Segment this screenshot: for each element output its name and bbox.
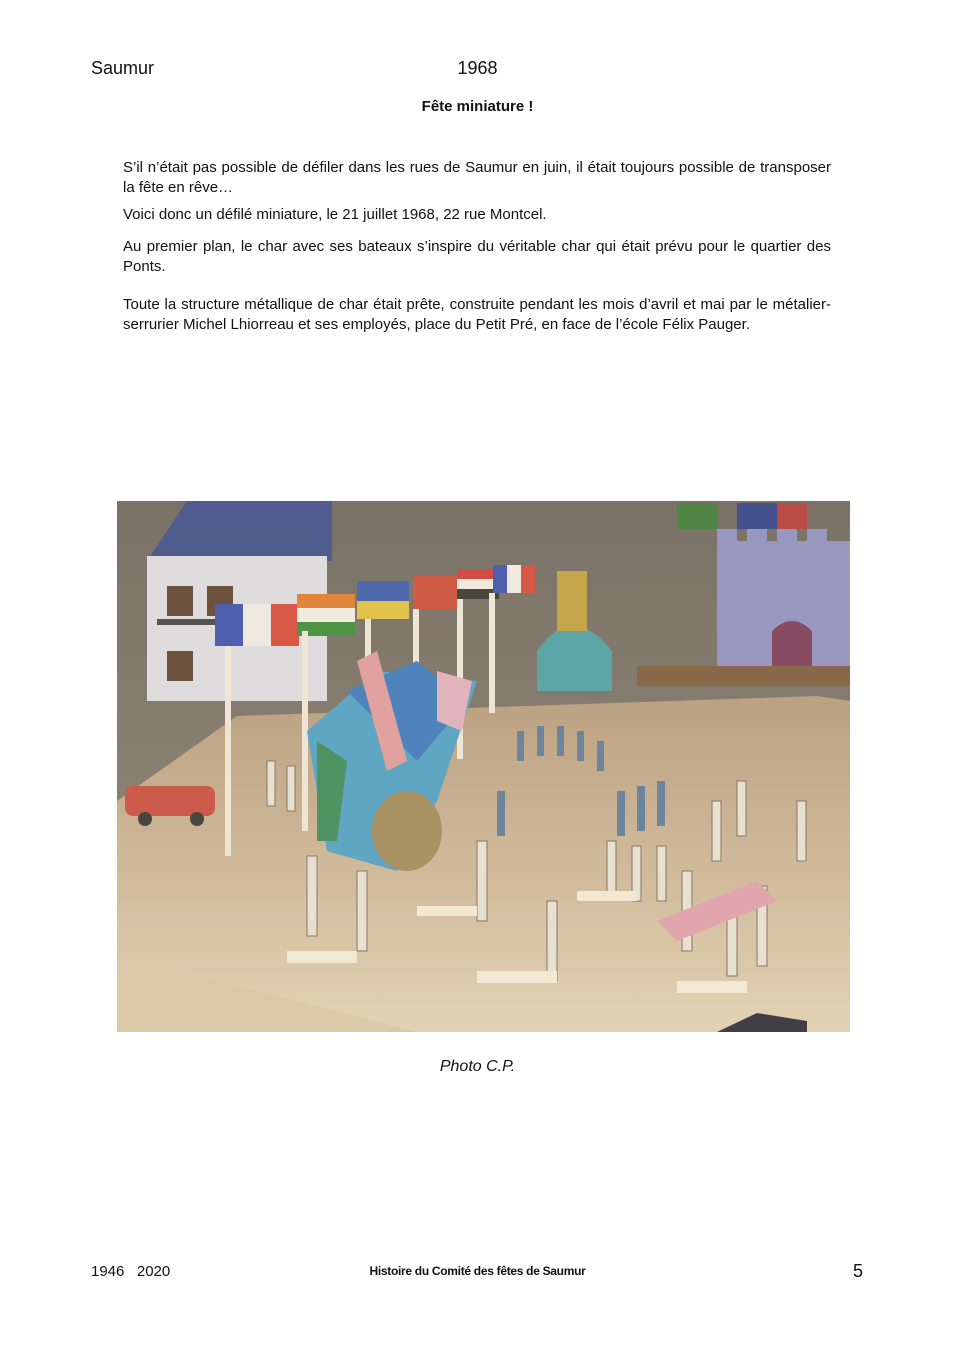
page-number: 5 <box>852 1261 863 1281</box>
paragraph: Voici donc un défilé miniature, le 21 juillet 1968, 22 rue Montcel. <box>123 206 547 223</box>
paragraph: Toute la structure métallique de char était prête, construite pendant les mois d’avril et mai par le métalier-serrurier Michel Lhiorreau et ses employés, place du Petit Pré, en face de l’école Félix Pauger. <box>123 296 831 333</box>
paragraph: Au premier plan, le char avec ses bateaux s’inspire du véritable char qui était prévu pour le quartier des Ponts. <box>123 238 831 275</box>
header-year: 1968 <box>457 58 498 78</box>
footer-book-title: Histoire du Comité des fêtes de Saumur <box>369 1264 586 1278</box>
header-location: Saumur <box>91 58 155 78</box>
parade-photo <box>117 501 850 1032</box>
page-title: Fête miniature ! <box>421 98 534 115</box>
photo-caption: Photo C.P. <box>439 1058 516 1075</box>
footer-years: 1946 2020 <box>91 1263 171 1280</box>
paragraph: S’il n’était pas possible de défiler dans les rues de Saumur en juin, il était toujours possible de transposer la fête en rêve… <box>123 159 831 196</box>
